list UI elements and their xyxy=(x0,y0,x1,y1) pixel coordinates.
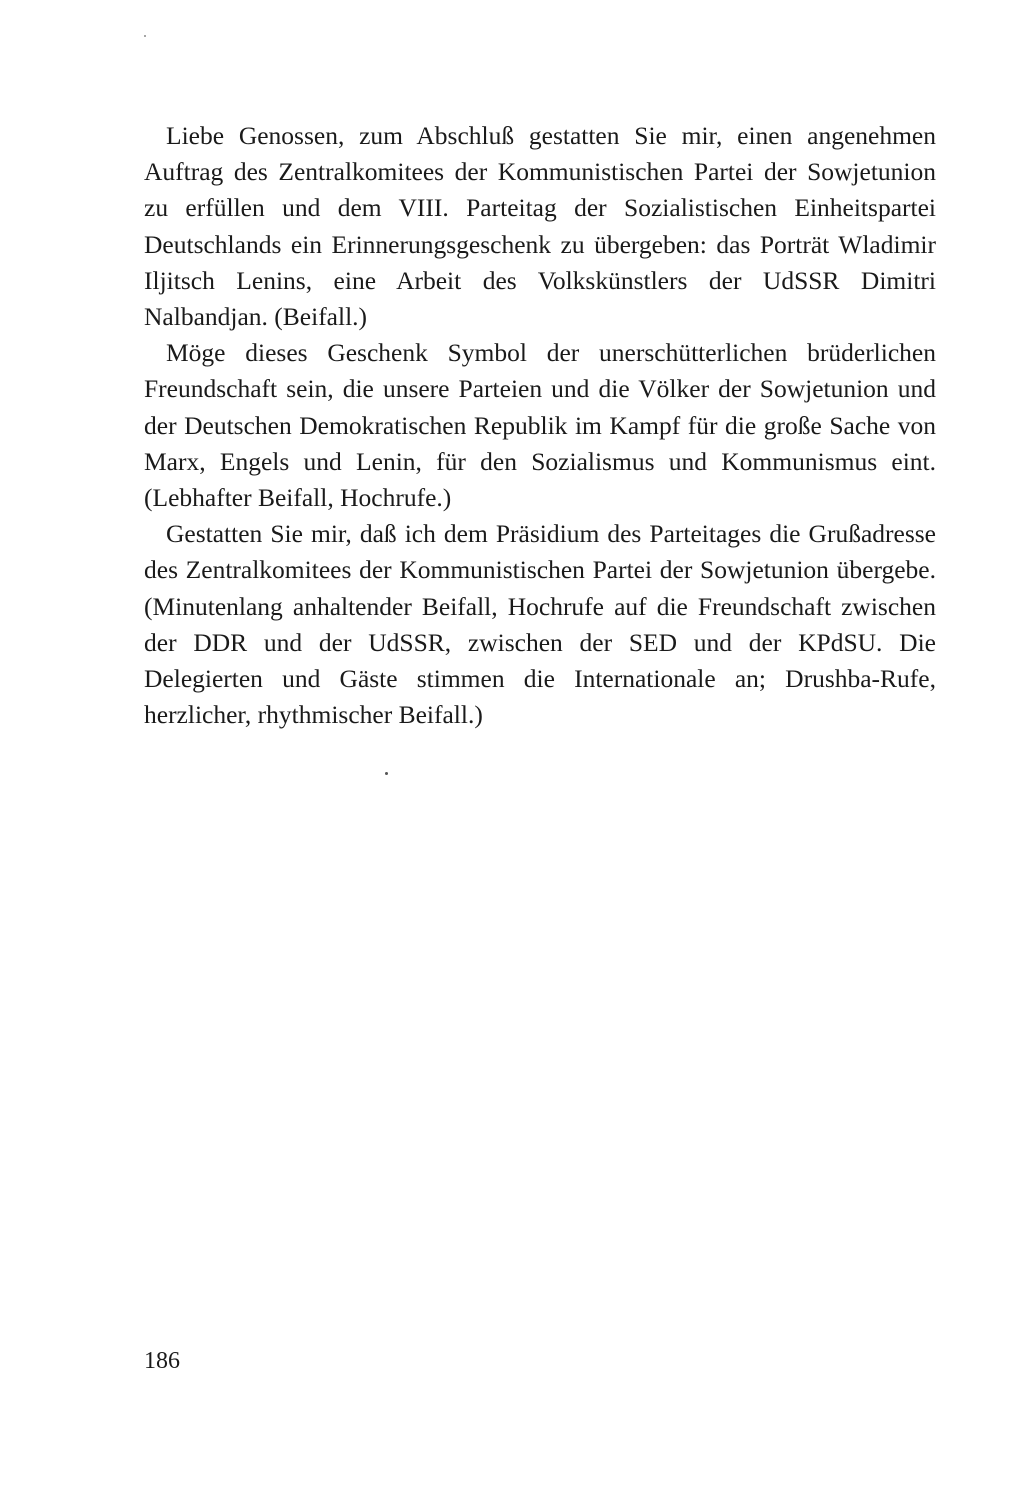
paper-speck xyxy=(385,772,388,775)
paragraph-3: Gestatten Sie mir, daß ich dem Präsidium des Parteitages die Grußadresse des Zentralkomitees der Kommunistischen Partei der Sowjetunion übergebe. (Minutenlang anhaltender Beifall, Hochrufe auf die Freundschaft zwischen der DDR und der UdSSR, zwischen der SED und der KPdSU. Die Delegierten und Gäste stimmen die Internationale an; Drushba-Rufe, herzlicher, rhythmischer Beifall.) xyxy=(144,519,936,730)
paragraph-1: Liebe Genossen, zum Abschluß gestatten Sie mir, einen angenehmen Auftrag des Zentralkomitees der Kommunistischen Partei der Sowjetunion zu erfüllen und dem VIII. Parteitag der Sozialistischen Einheitspartei Deutschlands ein Erinnerungsgeschenk zu übergeben: das Porträt Wladimir Iljitsch Lenins, eine Arbeit des Volkskünstlers der UdSSR Dimitri Nalbandjan. (Beifall.) xyxy=(144,121,936,332)
page-number: 186 xyxy=(144,1348,180,1374)
paragraph-2: Möge dieses Geschenk Symbol der unerschütterlichen brüderlichen Freundschaft sein, die unsere Parteien und die Völker der Sowjetunion und der Deutschen Demokratischen Republik im Kampf für die große Sache von Marx, Engels und Lenin, für den Sozialismus und Kommunismus eint. (Lebhafter Beifall, Hochrufe.) xyxy=(144,338,936,513)
body-text xyxy=(144,118,936,733)
paper-speck xyxy=(144,35,146,37)
